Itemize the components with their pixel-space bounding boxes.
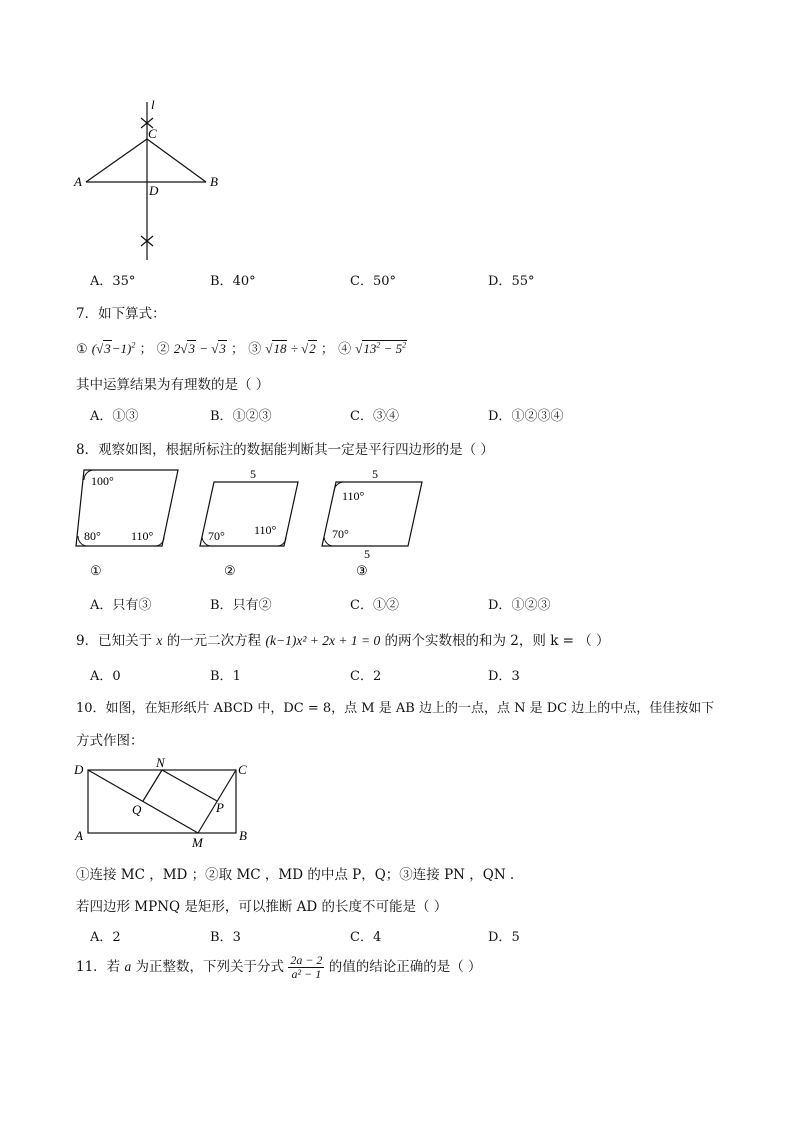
option-letter: B．: [210, 409, 233, 424]
expr3-mark: ③: [248, 342, 262, 357]
segment-MD: [88, 770, 198, 833]
rectangle-ABCD: [88, 770, 236, 833]
option-letter: B．: [210, 930, 233, 945]
q9-stem-a: 9．已知关于: [76, 633, 153, 649]
q8-fig2-top: 5: [250, 467, 256, 481]
q9-option-a[interactable]: [90, 665, 121, 684]
option-letter: A．: [90, 669, 113, 684]
q8-fig2-caption: ②: [224, 563, 236, 578]
q8-fig1-angle2: 80°: [84, 529, 101, 543]
label-D: D: [74, 762, 84, 777]
q10-question: 若四边形 MPNQ 是矩形，可以推断 AD 的长度不可能是（ ）: [76, 899, 448, 915]
option-letter: C．: [350, 669, 373, 684]
q10-option-a[interactable]: [90, 926, 121, 945]
expr1-math: $(√3-1)^2$: [91, 340, 136, 356]
q11-fraction: [288, 954, 324, 981]
q11-var: a: [124, 959, 132, 974]
option-letter: B．: [210, 669, 233, 684]
q9-stem-b: 的一元二次方程: [166, 633, 262, 649]
q6-figure: [60, 92, 240, 267]
q9-option-c[interactable]: [350, 665, 381, 684]
q10-figure: [68, 754, 268, 854]
q8-fig1-angle3: 110°: [131, 529, 154, 543]
option-letter: B．: [210, 274, 233, 289]
q9-stem-c: 的两个实数根的和为 2，则: [384, 633, 546, 649]
option-text: 2: [112, 930, 121, 945]
q7-option-c[interactable]: [350, 405, 399, 424]
q8-option-b[interactable]: [210, 594, 272, 613]
label-N: N: [156, 755, 165, 770]
expr2-math: 2√3 − √3: [173, 341, 226, 356]
option-letter: C．: [350, 409, 373, 424]
option-text: ①②③④: [511, 409, 564, 424]
q11-stem-b: 为正整数，下列关于分式: [135, 959, 285, 975]
option-text: ①②③: [511, 598, 551, 613]
option-text: 5: [511, 930, 520, 945]
segment-BC: [147, 139, 206, 182]
label-D: D: [149, 183, 159, 198]
q9-tail: k = （ ）: [550, 633, 610, 649]
option-text: 1: [232, 669, 241, 684]
q6-option-a[interactable]: [90, 270, 135, 289]
q11-stem-c: 的值的结论正确的是（ ）: [328, 959, 482, 975]
q8-option-d[interactable]: [488, 594, 550, 613]
option-text: 0: [112, 669, 121, 684]
option-letter: A．: [90, 930, 113, 945]
expr2-sep: ；: [231, 342, 245, 357]
q7-option-b[interactable]: [210, 405, 272, 424]
q8-stem: 8．观察如图，根据所标注的数据能判断其一定是平行四边形的是（ ）: [76, 442, 494, 458]
option-letter: A．: [90, 409, 113, 424]
q9-equation: (k−1)x² + 2x + 1 = 0: [265, 633, 381, 648]
label-A: A: [75, 828, 83, 843]
option-letter: D．: [488, 409, 512, 424]
option-letter: D．: [488, 598, 512, 613]
option-text: 2: [372, 669, 382, 684]
q10-line1: 10．如图，在矩形纸片 ABCD 中，DC = 8，点 M 是 AB 边上的一点，点 N 是 DC 边上的中点，佳佳按如下: [76, 701, 715, 716]
q6-option-b[interactable]: [210, 270, 256, 289]
option-text: 只有②: [232, 598, 272, 613]
q8-fig1-caption: ①: [90, 563, 102, 578]
option-letter: A．: [90, 274, 113, 289]
option-letter: A．: [90, 598, 113, 613]
q7-question: 其中运算结果为有理数的是（ ）: [76, 377, 270, 393]
option-text: 40°: [232, 274, 256, 289]
q7-stem: 7．如下算式：: [76, 306, 166, 322]
expr2-mark: ②: [156, 342, 170, 357]
q11-stem: [76, 954, 482, 981]
q6-option-d[interactable]: [488, 270, 534, 289]
q8-fig2-angle1: 70°: [208, 529, 225, 543]
option-text: 只有③: [112, 598, 152, 613]
label-Q: Q: [132, 802, 142, 817]
q8-fig3-angle1: 110°: [342, 489, 365, 503]
q9-var: x: [156, 633, 163, 648]
fraction-denominator: a² − 1: [291, 967, 322, 981]
q7-expressions: [76, 338, 407, 357]
label-B: B: [210, 174, 218, 189]
option-text: ①②③: [232, 409, 272, 424]
q8-fig3-bottom: 5: [364, 547, 370, 561]
expr1-sep: ；: [139, 342, 153, 357]
q7-option-d[interactable]: [488, 405, 563, 424]
q6-option-c[interactable]: [350, 270, 396, 289]
label-M: M: [192, 835, 203, 850]
option-text: 55°: [511, 274, 535, 289]
segment-AC: [86, 139, 147, 182]
label-C: C: [148, 126, 157, 141]
label-A: A: [74, 174, 82, 189]
option-letter: D．: [488, 669, 512, 684]
option-text: 3: [232, 930, 241, 945]
option-letter: D．: [488, 930, 512, 945]
expr1-mark: ①: [76, 342, 88, 357]
q10-steps: ①连接 MC ，MD ；②取 MC ，MD 的中点 P，Q；③连接 PN ，QN .: [76, 867, 515, 883]
angle-arc-3b: [324, 536, 332, 546]
q10-option-b[interactable]: [210, 926, 241, 945]
q9-option-b[interactable]: [210, 665, 241, 684]
fraction-numerator: 2a − 2: [290, 953, 323, 967]
option-text: 3: [511, 669, 520, 684]
q10-line2: 方式作图：: [76, 733, 144, 749]
q8-fig1-angle1: 100°: [91, 474, 114, 488]
option-letter: C．: [350, 274, 373, 289]
option-letter: D．: [488, 274, 512, 289]
q8-figures: [66, 462, 446, 582]
expr4-math: $√13^2 - 5^2$: [355, 340, 407, 356]
option-text: ③④: [372, 409, 399, 424]
q9-stem: [76, 629, 610, 649]
segment-NQ: [143, 770, 162, 801]
q8-fig3-top: 5: [372, 467, 378, 481]
option-letter: C．: [350, 598, 373, 613]
expr3-sep: ；: [320, 342, 334, 357]
q7-option-a[interactable]: [90, 405, 138, 424]
option-letter: C．: [350, 930, 373, 945]
option-text: ①②: [372, 598, 399, 613]
label-l: l: [151, 97, 155, 112]
q10-option-d[interactable]: [488, 926, 520, 945]
option-text: 35°: [112, 274, 136, 289]
q9-option-d[interactable]: [488, 665, 520, 684]
q8-option-a[interactable]: [90, 594, 151, 613]
option-text: 50°: [372, 274, 396, 289]
q8-option-c[interactable]: [350, 594, 399, 613]
option-text: 4: [372, 930, 382, 945]
q11-stem-a: 11．若: [76, 959, 121, 975]
option-text: ①③: [112, 409, 139, 424]
label-C: C: [238, 762, 247, 777]
q10-option-c[interactable]: [350, 926, 381, 945]
expr3-math: √18 ÷ √2: [265, 341, 316, 356]
expr4-mark: ④: [338, 342, 352, 357]
q8-fig2-angle2: 110°: [254, 523, 277, 537]
label-B: B: [239, 828, 247, 843]
label-P: P: [216, 800, 224, 815]
option-letter: B．: [210, 598, 233, 613]
q8-fig3-caption: ③: [356, 563, 368, 578]
segment-NP: [162, 770, 217, 801]
q8-fig3-angle2: 70°: [332, 527, 349, 541]
